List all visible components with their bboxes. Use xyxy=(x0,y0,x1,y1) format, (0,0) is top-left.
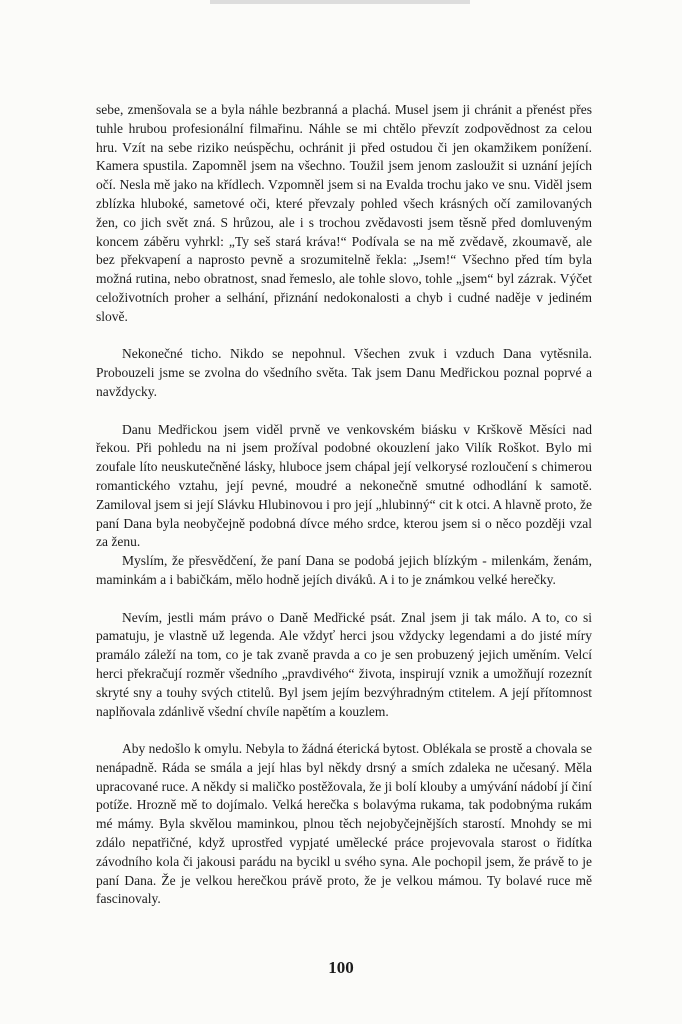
scan-top-edge xyxy=(210,0,470,4)
paragraph-6: Aby nedošlo k omylu. Nebyla to žádná éterická bytost. Oblékala se prostě a chovala se nenápadně. Ráda se smála a její hlas byl někdy drsný a smích zdaleka ne učesaný. Měla upracované ruce. A někdy si maličko postěžovala, že ji bolí klouby a umývání nádobí jí činí potíže. Hrozně mě to dojímalo. Velká herečka s bolavýma rukama, tak podobnýma rukám mé mámy. Byla skvělou maminkou, plnou těch nejobyčejnějších starostí. Mnohdy se mi zdálo nepatřičné, když uprostřed vypjaté umělecké práce projevovala starost o řidítka závodního kola či jakousi parádu na bycikl u svého syna. Ale pochopil jsem, že právě to je paní Dana. Že je velkou herečkou právě proto, že je velkou mámou. Ty bolavé ruce mě fascinovaly. xyxy=(96,741,592,907)
paragraph-gap xyxy=(96,721,592,740)
page-body xyxy=(96,101,592,909)
paragraph-3: Danu Medřickou jsem viděl prvně ve venkovském biásku v Krškově Měsíci nad řekou. Při pohledu na ni jsem prožíval podobné okouzlení jako Vilík Roškot. Bylo mi zoufale líto neuskutečněné lásky, hluboce jsem chápal její velkorysé rozloučení s chimerou romantického vztahu, její pevné, moudré a nekonečně smutné odhodlání k samotě. Zamiloval jsem si její Slávku Hlubinovou i pro její „hlubinný“ cit k otci. A hlavně proto, že paní Dana byla neobyčejně podobná dívce mého srdce, kterou jsem si o něco později vzal za ženu. xyxy=(96,421,592,550)
paragraph-2: Nekonečné ticho. Nikdo se nepohnul. Všechen zvuk i vzduch Dana vytěsnila. Probouzeli jsme se zvolna do všedního světa. Tak jsem Danu Medřickou poznal poprvé a navždycky. xyxy=(96,346,592,399)
paragraph-1: sebe, zmenšovala se a byla náhle bezbranná a plachá. Musel jsem ji chránit a přenést přes tuhle hrubou profesionální filmařinu. Náhle se mi chtělo převzít zodpovědnost za celou hru. Vzít na sebe riziko neúspěchu, ochránit ji před ostudou či jen okamžikem ponížení. Kamera spustila. Zapomněl jsem na všechno. Toužil jsem jenom zasloužit si uznání jejích očí. Nesla mě jako na křídlech. Vzpomněl jsem si na Evalda trochu jako ve snu. Viděl jsem zblízka hluboké, sametové oči, které převzaly pohled všech krásných očí zamilovaných žen, co jich svět zná. S hrůzou, ale i s trochou zvědavosti jsem těsně před domluveným koncem záběru vyhrkl: „Ty seš stará kráva!“ Podívala se na mě zvědavě, zkoumavě, ale bez překvapení a naprosto pevně a srozumitelně řekla: „Jsem!“ Všechno před tím byla možná rutina, nebo obratnost, snad řemeslo, ale tohle slovo, tohle „jsem“ byl zázrak. Výčet celoživotních proher a selhání, přiznání nedokonalosti a chyb i cudné naděje v jediném slově. xyxy=(96,102,592,324)
paragraph-gap xyxy=(96,590,592,609)
paragraph-gap xyxy=(96,402,592,421)
page-number: 100 xyxy=(328,958,354,977)
paragraph-gap xyxy=(96,327,592,346)
paragraph-5: Nevím, jestli mám právo o Daně Medřické psát. Znal jsem ji tak málo. A to, co si pamatuju, je vlastně už legenda. Ale vždyť herci jsou vždycky legendami a do jisté míry pramálo záleží na tom, co je tak zvaně pravda a co je sen probuzený jejich uměním. Velcí herci překračují rozměr všedního „pravdivého“ života, inspirují vznik a umožňují rozeznít skryté sny a touhy svých ctitelů. Byl jsem jejím bezvýhradným ctitelem. A její přítomnost naplňovala zdánlivě všední chvíle napětím a kouzlem. xyxy=(96,609,592,719)
paragraph-4: Myslím, že přesvědčení, že paní Dana se podobá jejich blízkým - milenkám, ženám, maminkám a i babičkám, mělo hodně jejích diváků. A i to je známkou velké herečky. xyxy=(96,553,592,587)
